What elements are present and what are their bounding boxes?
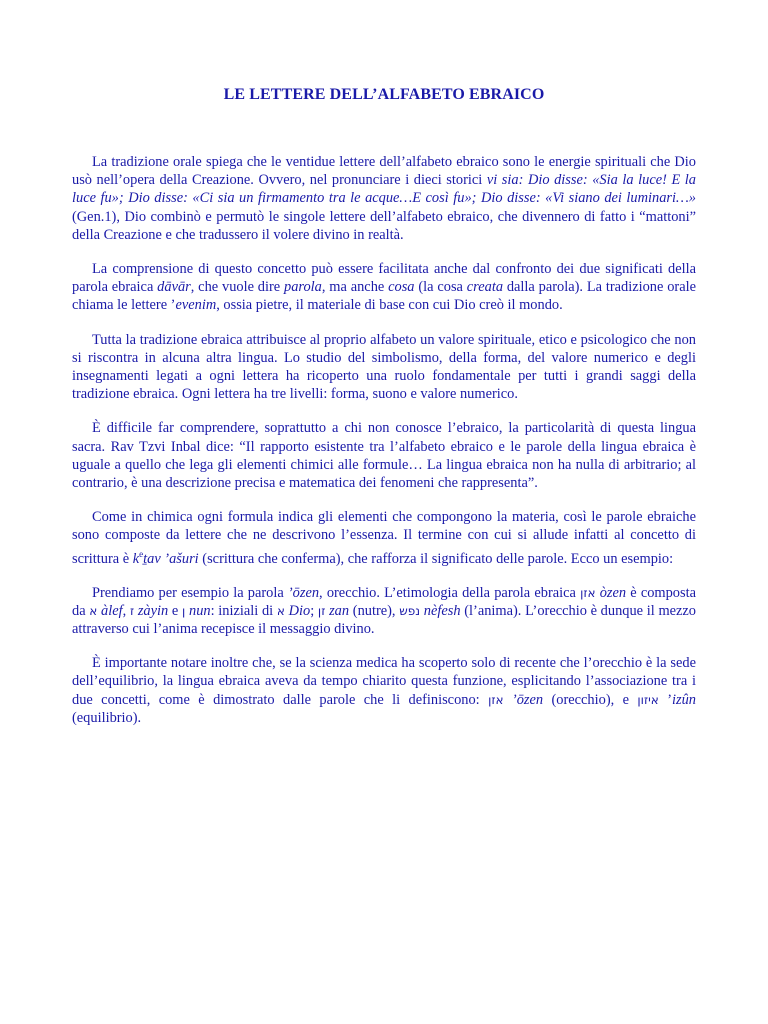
paragraph-4: È difficile far comprendere, soprattutto a chi non conosce l’ebraico, la particolarità di questa lingua sacra. Rav Tzvi Inbal dice: “Il rapporto esistente tra l’alfabeto ebraico e le parole della lingua ebraica è uguale a quello che lega gli elementi chimici alle formule… La lingua ebraica non ha nulla di arbitrario; al contrario, è una descrizione precisa e matematica dei fenomeni che rappresenta”.: [72, 420, 696, 492]
hebrew-text: נפש: [399, 603, 421, 618]
text: e: [168, 602, 183, 619]
superscript-text: e: [139, 548, 144, 559]
text: : iniziali di: [210, 602, 277, 619]
text: (equilibrio).: [72, 709, 142, 726]
italic-text: zan: [329, 602, 350, 619]
text: è composta da: [72, 584, 696, 619]
paragraph-2: [72, 260, 696, 315]
italic-text: creata: [466, 279, 504, 296]
text: ;: [310, 602, 318, 619]
hebrew-text: ן: [182, 603, 186, 618]
italic-text: nèfesh: [423, 602, 461, 619]
text: È importante notare inoltre che, se la scienza medica ha scoperto solo di recente che l’orecchio è la sede dell’equilibrio, la lingua ebraica aveva da tempo chiarito questa funzione, esplicitando l’associazione tra i due concetti, come è dimostrato dalle parole che li definiscono:: [72, 655, 696, 708]
text: (orecchio), e: [543, 691, 638, 708]
italic-text: izûn: [672, 691, 697, 708]
italic-text: ’ōzen: [511, 691, 544, 708]
italic-text: evenim: [175, 297, 217, 314]
text: Come in chimica ogni formula indica gli elementi che compongono la materia, così le parole ebraiche sono composte da lettere che ne descrivono l’essenza. Il termine con cui si allude infatti al concetto di scrittura è: [72, 509, 696, 567]
text: (la cosa: [414, 279, 467, 296]
text: [504, 692, 512, 708]
text: ,: [122, 602, 130, 619]
italic-text: nun: [189, 602, 211, 619]
document-title: LE LETTERE DELL’ALFABETO EBRAICO: [223, 86, 545, 103]
hebrew-text: אזן: [580, 585, 596, 600]
italic-text: vi sia: Dio disse: «Sia la luce! E la luce fu»; Dio disse: «Ci sia un firmamento tra le acque…E così fu»; Dio disse: «Vi siano dei luminari…»: [72, 172, 696, 207]
hebrew-text: אזן: [488, 692, 504, 707]
text: , ossia pietre, il materiale di base con cui Dio creò il mondo.: [216, 297, 563, 314]
hebrew-text: זן: [317, 603, 326, 618]
text: (scrittura che conferma), che rafforza il significato delle parole. Ecco un esempio:: [198, 550, 674, 567]
italic-text: zàyin: [137, 602, 169, 619]
text: ’: [658, 691, 673, 708]
text: (nutre),: [349, 602, 400, 619]
text: , orecchio. L’etimologia della parola ebraica: [319, 584, 581, 601]
text: , ma anche: [321, 279, 389, 296]
italic-text: parola: [284, 279, 322, 296]
text: (Gen.1), Dio combinò e permutò le singole lettere dell’alfabeto ebraico, che divennero di fatto i “mattoni” della Creazione e che tradussero il volere divino in realtà.: [72, 208, 696, 243]
text: La comprensione di questo concetto può essere facilitata anche dal confronto dei due significati della parola ebraica: [72, 261, 696, 296]
paragraph-7: [72, 654, 696, 727]
hebrew-text: א: [276, 603, 285, 618]
text: , che vuole dire: [190, 279, 285, 296]
italic-text: ṯav ’ašuri: [143, 550, 199, 567]
text: dalla parola). La tradizione orale chiama le lettere ’: [72, 279, 696, 314]
italic-text: òzen: [599, 584, 627, 601]
italic-text: àlef: [101, 602, 123, 619]
paragraph-1: [72, 153, 696, 244]
hebrew-text: איזון: [637, 692, 659, 707]
paragraph-6: [72, 584, 696, 639]
paragraph-5: [72, 508, 696, 567]
text: La tradizione orale spiega che le ventidue lettere dell’alfabeto ebraico sono le energie spirituali che Dio usò nell’opera della Creazione. Ovvero, nel pronunciare i dieci storici: [72, 154, 696, 189]
italic-text: cosa: [388, 279, 415, 296]
text: (l’anima). L’orecchio è dunque il mezzo attraverso cui l’anima recepisce il messaggio divino.: [72, 602, 696, 638]
italic-text: dāvār: [157, 279, 191, 296]
text: Prendiamo per esempio la parola: [92, 584, 288, 601]
paragraph-3: Tutta la tradizione ebraica attribuisce al proprio alfabeto un valore spirituale, etico e psicologico che non si riscontra in alcuna altra lingua. Lo studio del simbolismo, della forma, del valore numerico e degli insegnamenti legati a ogni lettera ha ricoperto una ruolo fondamentale per tutti i grandi saggi della tradizione ebraica. Ogni lettera ha tre livelli: forma, suono e valore numerico.: [72, 331, 696, 403]
hebrew-text: א: [89, 603, 98, 618]
italic-text: k: [132, 550, 140, 567]
document-body: [72, 153, 696, 727]
hebrew-text: ז: [129, 603, 135, 618]
italic-text: Dio: [288, 602, 311, 619]
italic-text: ’ōzen: [287, 584, 320, 601]
